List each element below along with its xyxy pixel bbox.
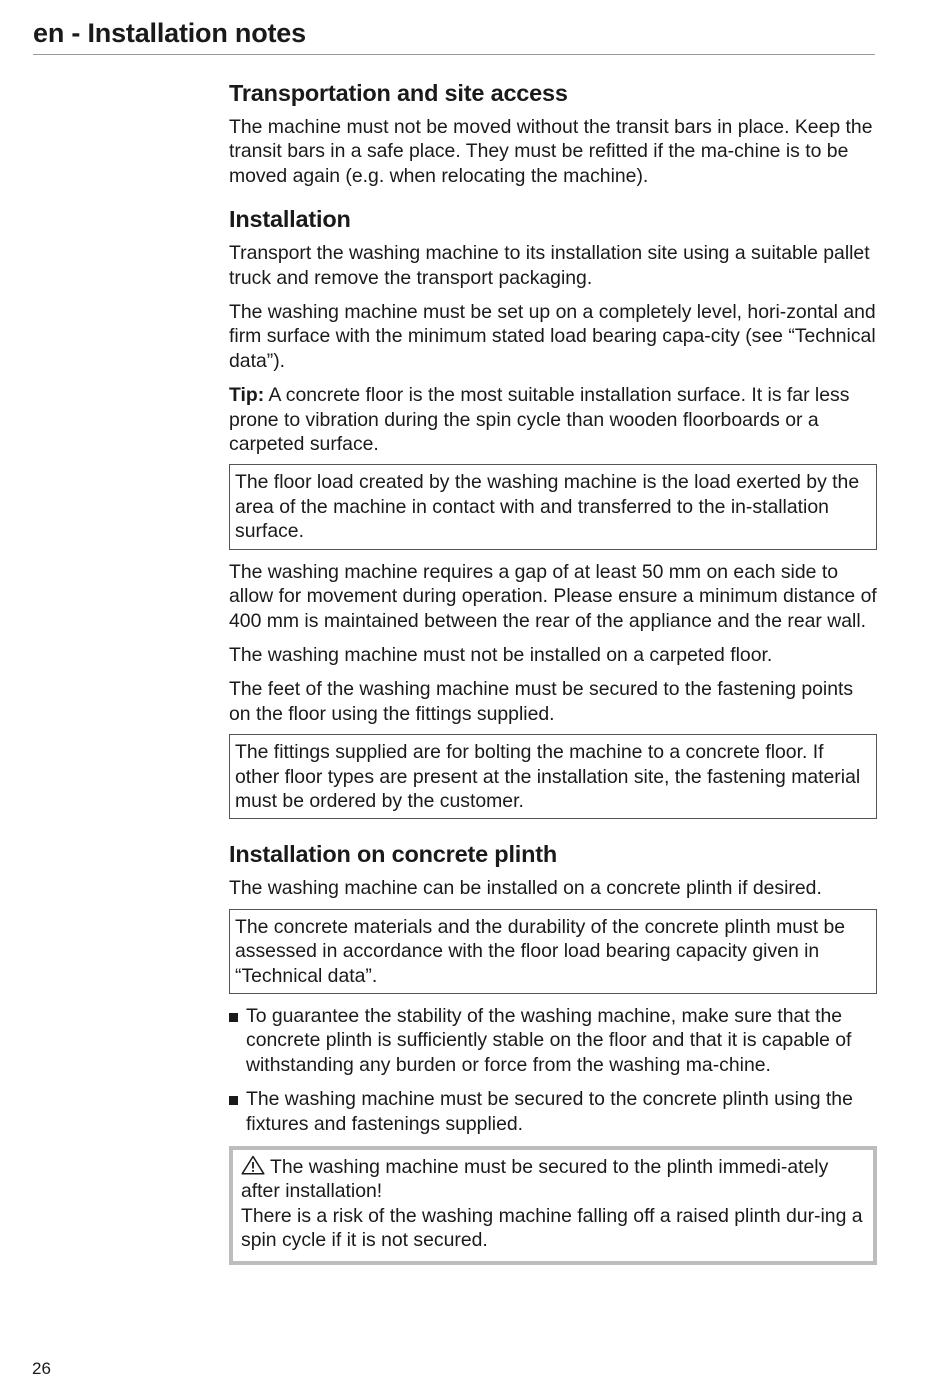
note-text: The fittings supplied are for bolting the machine to a concrete floor. If other floor types are present at the installation site, the fastening material must be ordered by the customer.	[235, 741, 861, 812]
tip-label: Tip:	[229, 384, 265, 407]
warning-text-line1	[241, 1155, 865, 1204]
paragraph: The feet of the washing machine must be secured to the fastening points on the floor using the fittings supplied.	[229, 678, 854, 725]
tip-text: A concrete floor is the most suitable installation surface. It is far less prone to vibration during the spin cycle than wooden floorboards or a carpeted surface.	[229, 384, 850, 456]
warning-heading: The washing machine must be secured to the plinth immedi-ately after installation!	[241, 1156, 829, 1203]
note-box-floor-load	[229, 464, 877, 549]
page-title: en - Installation notes	[33, 18, 306, 48]
page-number: 26	[32, 1359, 51, 1378]
section-heading-installation: Installation	[229, 206, 351, 233]
note-box-concrete	[229, 909, 877, 994]
paragraph: Transport the washing machine to its installation site using a suitable pallet truck and remove the transport packaging.	[229, 242, 870, 289]
bullet-list	[229, 1004, 877, 1136]
list-item-text: To guarantee the stability of the washing machine, make sure that the concrete plinth is sufficiently stable on the floor and that it is capable of withstanding any burden or force from the washing ma-chine.	[246, 1004, 852, 1076]
warning-box	[229, 1146, 877, 1265]
note-text: The concrete materials and the durability of the concrete plinth must be assessed in accordance with the floor load bearing capacity given in “Technical data”.	[235, 915, 846, 987]
bullet-square-icon	[229, 1096, 238, 1105]
list-item	[229, 1004, 877, 1077]
note-text: The floor load created by the washing machine is the load exerted by the area of the machine in contact with and transferred to the in-stallation surface.	[235, 471, 860, 543]
section-heading-plinth: Installation on concrete plinth	[229, 841, 558, 868]
list-item	[229, 1087, 877, 1136]
paragraph: The washing machine can be installed on a concrete plinth if desired.	[229, 877, 822, 900]
paragraph: The machine must not be moved without the transit bars in place. Keep the transit bars in a safe place. They must be refitted if the ma-chine is to be moved again (e.g. when relocating the machine).	[229, 116, 873, 187]
note-box-fittings	[229, 734, 877, 819]
warning-text-line2: There is a risk of the washing machine falling off a raised plinth dur-ing a spin cycle if it is not secured.	[241, 1204, 863, 1252]
main-content	[229, 78, 877, 1265]
section-heading-transport: Transportation and site access	[229, 80, 568, 106]
paragraph: The washing machine must not be installed on a carpeted floor.	[229, 643, 773, 666]
page-header	[33, 18, 875, 55]
bullet-square-icon	[229, 1013, 238, 1022]
list-item-text: The washing machine must be secured to the concrete plinth using the fixtures and fastenings supplied.	[246, 1088, 853, 1135]
paragraph: The washing machine requires a gap of at least 50 mm on each side to allow for movement during operation. Please ensure a minimum distance of 400 mm is maintained between the rear of the appliance and the rear wall.	[229, 560, 877, 632]
warning-triangle-icon	[241, 1155, 265, 1175]
paragraph: The washing machine must be set up on a completely level, hori-zontal and firm surface with the minimum stated load bearing capa-city (see “Technical data”).	[229, 301, 876, 372]
tip-paragraph	[229, 383, 877, 456]
